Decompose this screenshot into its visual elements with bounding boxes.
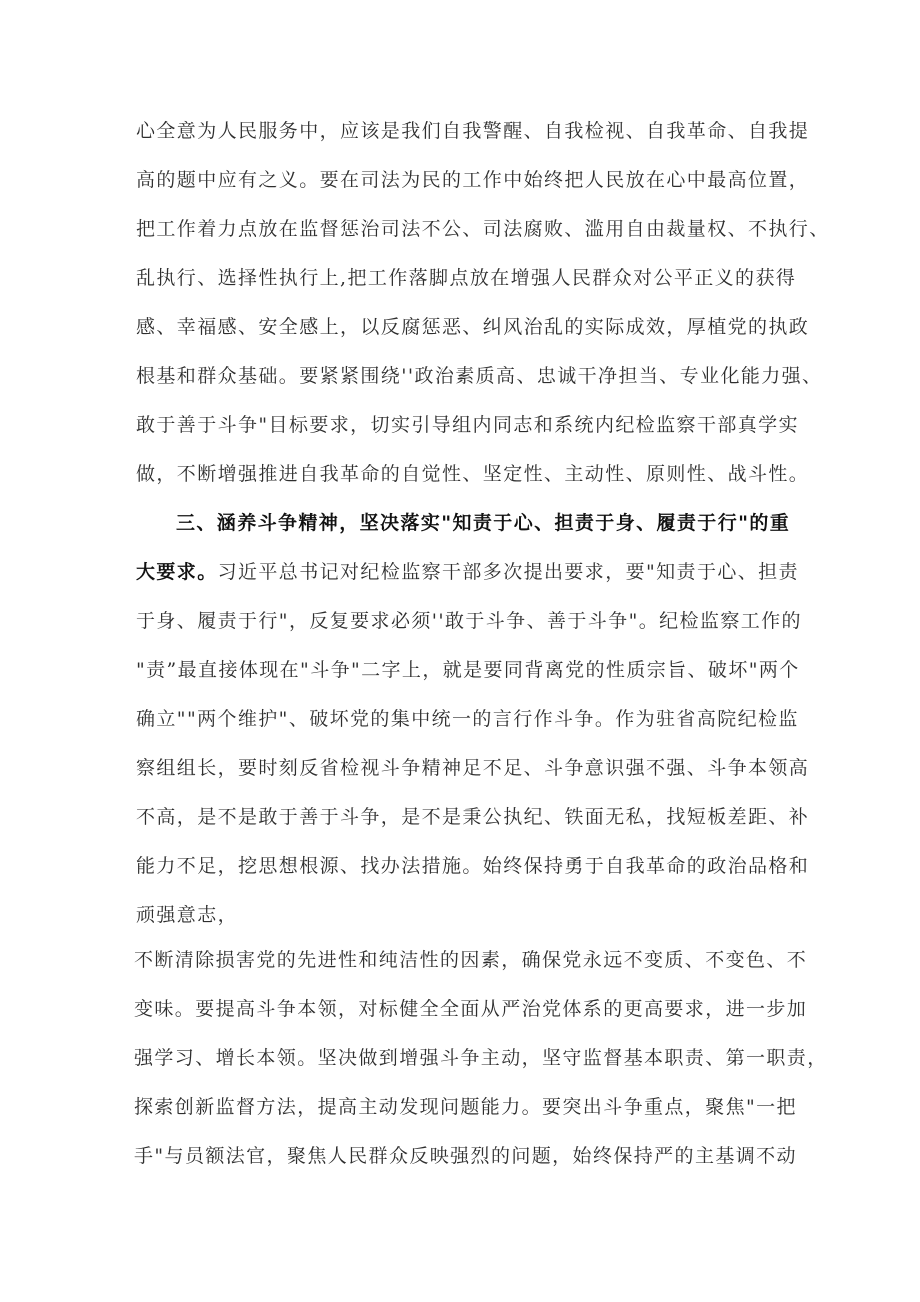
paragraph-2 [136, 499, 896, 940]
text-line [136, 548, 896, 597]
text-line: 做，不断增强推进自我革命的自觉性、坚定性、主动性、原则性、战斗性。 [136, 463, 810, 485]
text-line: 于身、履责于行"，反复要求必须''敢于斗争、善于斗争"。纪检监察工作的 [136, 610, 802, 632]
text-line: 顽强意志， [136, 904, 239, 926]
text-line: 乱执行、选择性执行上,把工作落脚点放在增强人民群众对公平正义的获得 [136, 267, 797, 289]
text-line: 能力不足，挖思想根源、找办法措施。始终保持勇于自我革命的政治品格和 [136, 855, 810, 877]
text-line: 强学习、增长本领。坚决做到增强斗争主动，坚守监督基本职责、第一职责， [134, 1047, 828, 1069]
text-line: "责”最直接体现在"斗争"二字上，就是要同背离党的性质宗旨、破坏"两个 [136, 659, 800, 681]
text-line: 根基和群众基础。要紧紧围绕''政治素质高、忠诚干净担当、专业化能力强、 [136, 365, 823, 387]
paragraph-1 [136, 107, 896, 499]
text-line: 确立""两个维护"、破坏党的集中统一的言行作斗争。作为驻省高院纪检监 [136, 708, 799, 730]
text-run: 习近平总书记对纪检监察干部多次提出要求，要"知责于心、担责 [217, 561, 799, 583]
text-line: 高的题中应有之义。要在司法为民的工作中始终把人民放在心中最高位置， [136, 169, 810, 191]
text-line: 心全意为人民服务中，应该是我们自我警醒、自我检视、自我革命、自我提 [136, 120, 810, 142]
text-line: 不断清除损害党的先进性和纯洁性的因素，确保党永远不变质、不变色、不 [134, 949, 808, 971]
text-line: 手"与员额法官，聚焦人民群众反映强烈的问题，始终保持严的主基调不动 [134, 1145, 797, 1167]
paragraph-3 [134, 936, 894, 1181]
text-line: 察组组长，要时刻反省检视斗争精神足不足、斗争意识强不强、斗争本领高 [136, 757, 810, 779]
text-line: 感、幸福感、安全感上，以反腐惩恶、纠风治乱的实际成效，厚植党的执政 [136, 316, 810, 338]
text-line: 把工作着力点放在监督惩治司法不公、司法腐败、滥用自由裁量权、不执行、 [136, 218, 830, 240]
text-line: 变味。要提高斗争本领，对标健全全面从严治党体系的更高要求，进一步加 [134, 998, 808, 1020]
text-line: 探索创新监督方法，提高主动发现问题能力。要突出斗争重点，聚焦"一把 [134, 1096, 797, 1118]
text-line: 敢于善于斗争"目标要求，切实引导组内同志和系统内纪检监察干部真学实 [136, 414, 799, 436]
section-heading-line: 三、涵养斗争精神，坚决落实"知责于心、担责于身、履责于行"的重 [176, 512, 791, 534]
text-line: 不高，是不是敢于善于斗争，是不是秉公执纪、铁面无私，找短板差距、补 [136, 806, 810, 828]
section-heading-end: 大要求。 [136, 561, 218, 583]
